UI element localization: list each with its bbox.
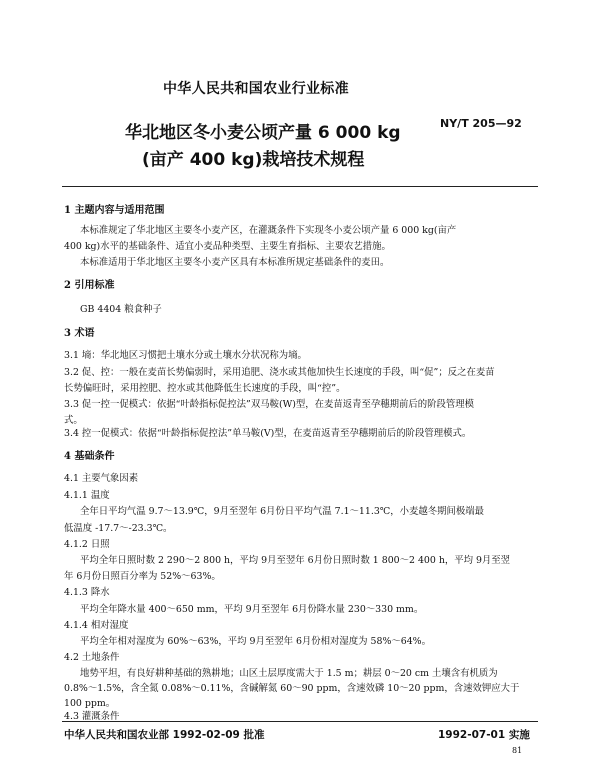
footer-issuer: 中华人民共和国农业部 1992-02-09 批准	[64, 729, 265, 741]
title-line-1: 华北地区冬小麦公顷产量 6 000 kg	[125, 123, 401, 143]
term-3-2a: 3.2 促、控：一般在麦苗长势偏弱时，采用追肥、浇水或其他加快生长速度的手段，叫“促”；反之在麦苗	[64, 367, 495, 378]
p-4-2b: 0.8%～1.5%，含全氮 0.08%～0.11%，含碱解氮 60～90 ppm，含速效磷 10～20 ppm，含速效钾应大于	[64, 683, 520, 694]
subsection-4-3: 4.3 灌溉条件	[64, 711, 120, 722]
p-4-2c: 100 ppm。	[64, 698, 116, 709]
p-4-1-4: 平均全年相对湿度为 60%～63%，平均 9月至翌年 6月份相对湿度为 58%～64%。	[80, 636, 431, 647]
footer-divider	[62, 721, 538, 722]
org-header: 中华人民共和国农业行业标准	[163, 81, 349, 97]
footer-effective-date: 1992-07-01 实施	[438, 729, 530, 741]
reference-standard: GB 4404 粮食种子	[80, 304, 162, 315]
page-number: 81	[512, 746, 523, 755]
subsection-4-1-1: 4.1.1 温度	[64, 490, 110, 501]
term-3-4: 3.4 控一促模式：依据“叶龄指标促控法”单马鞍(V)型，在麦苗返青至孕穗期前后的阶段管理模式。	[64, 428, 472, 439]
term-3-3a: 3.3 促一控一促模式：依据“叶龄指标促控法”双马鞍(W)型，在麦苗返青至孕穗期前后的阶段管理模	[64, 399, 475, 410]
section-2-heading: 2 引用标准	[64, 280, 115, 291]
p-4-1-1b: 低温度 -17.7～-23.3℃。	[64, 523, 173, 534]
p-4-1-1a: 全年日平均气温 9.7～13.9℃，9月至翌年 6月份日平均气温 7.1～11.3℃，小麦越冬期间极端最	[80, 506, 485, 517]
p-4-1-2b: 年 6月份日照百分率为 52%～63%。	[64, 571, 221, 582]
term-3-3b: 式。	[64, 415, 83, 426]
subsection-4-1-3: 4.1.3 降水	[64, 587, 110, 598]
term-3-2b: 长势偏旺时，采用控肥、控水或其他降低生长速度的手段，叫“控”。	[64, 383, 346, 394]
standard-code: NY/T 205—92	[440, 117, 522, 130]
term-3-1: 3.1 墒：华北地区习惯把土壤水分或土壤水分状况称为墒。	[64, 350, 307, 361]
subsection-4-1-2: 4.1.2 日照	[64, 539, 110, 550]
s1-paragraph-2: 本标准适用于华北地区主要冬小麦产区具有本标准所规定基础条件的麦田。	[80, 257, 390, 268]
s1-paragraph-1b: 400 kg)水平的基础条件、适宜小麦品种类型、主要生育指标、主要农艺措施。	[64, 241, 391, 252]
p-4-2a: 地势平坦，有良好耕种基础的熟耕地；山区土层厚度需大于 1.5 m；耕层 0～20 cm 土壤含有机质为	[80, 668, 498, 679]
section-4-heading: 4 基础条件	[64, 451, 115, 462]
section-1-heading: 1 主题内容与适用范围	[64, 205, 165, 216]
header-divider	[62, 186, 538, 187]
s1-paragraph-1a: 本标准规定了华北地区主要冬小麦产区，在灌溉条件下实现冬小麦公顷产量 6 000 kg(亩产	[80, 225, 457, 236]
section-3-heading: 3 术语	[64, 328, 95, 339]
title-line-2: (亩产 400 kg)栽培技术规程	[142, 150, 365, 170]
p-4-1-3: 平均全年降水量 400～650 mm，平均 9月至翌年 6月份降水量 230～330 mm。	[80, 604, 424, 615]
subsection-4-2: 4.2 土地条件	[64, 652, 120, 663]
subsection-4-1-4: 4.1.4 相对湿度	[64, 620, 129, 631]
p-4-1-2a: 平均全年日照时数 2 290～2 800 h，平均 9月至翌年 6月份日照时数 1 800～2 400 h，平均 9月至翌	[80, 555, 511, 566]
subsection-4-1: 4.1 主要气象因素	[64, 473, 139, 484]
